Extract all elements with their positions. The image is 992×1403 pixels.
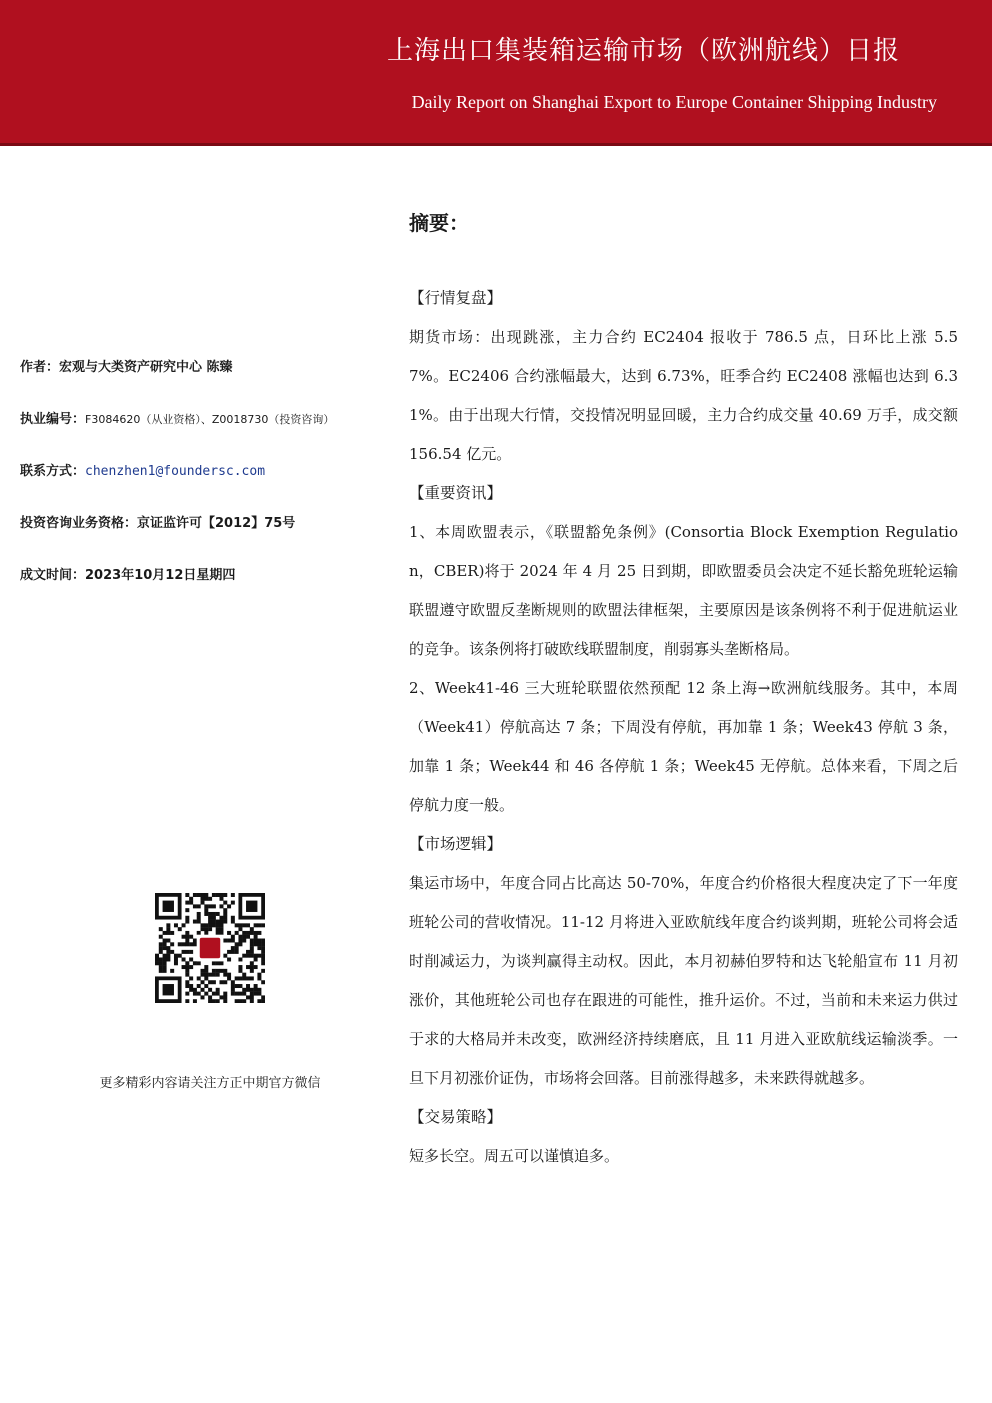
section-title: 【重要资讯】 [409, 484, 503, 502]
author-sidebar [20, 358, 380, 618]
contact-row [20, 462, 380, 514]
report-title-cn: 上海出口集装箱运输市场（欧洲航线）日报 [386, 36, 900, 66]
section-paragraph: 集运市场中，年度合同占比高达 50-70%，年度合约价格很大程度决定了下一年度班轮公司的营收情况。11-12 月将进入亚欧航线年度合约谈判期，班轮公司将会适时削减运力，为谈判赢得主动权。因此，本月初赫伯罗特和达飞轮船宣布 11 月初涨价，其他班轮公司也存在跟进的可能性，推升运价。不过，当前和未来运力供过于求的大格局并未改变，欧洲经济持续磨底，且 11 月进入亚欧航线运输淡季。一旦下月初涨价证伪，市场将会回落。目前涨得越多，未来跌得就越多。 [409, 874, 958, 1087]
section-paragraph: 短多长空。周五可以谨慎追多。 [409, 1147, 620, 1165]
license-row [20, 410, 380, 462]
contact-label: 联系方式： [20, 464, 86, 479]
qr-caption: 更多精彩内容请关注方正中期官方微信 [99, 1076, 321, 1091]
abstract-content [409, 205, 958, 1176]
section-key-news [409, 474, 958, 825]
section-market-review [409, 279, 958, 474]
section-market-logic [409, 825, 958, 1098]
license-value: F3084620（从业资格）、Z0018730（投资咨询） [85, 413, 335, 426]
qr-code-icon [155, 893, 265, 1003]
section-title: 【交易策略】 [409, 1108, 503, 1126]
section-title: 【行情复盘】 [409, 289, 503, 307]
section-paragraph: 2、Week41-46 三大班轮联盟依然预配 12 条上海→欧洲航线服务。其中，本周（Week41）停航高达 7 条；下周没有停航，再加靠 1 条；Week43 停航 3 条，加靠 1 条；Week44 和 46 各停航 1 条；Week45 无停航。总体来看，下周之后停航力度一般。 [409, 679, 958, 814]
author-label: 作者： [20, 360, 60, 375]
section-title: 【市场逻辑】 [409, 835, 503, 853]
date-row [20, 566, 380, 618]
report-title-en: Daily Report on Shanghai Export to Europe Container Shipping Industry [411, 92, 937, 112]
contact-email-link[interactable]: chenzhen1@foundersc.com [85, 464, 266, 479]
section-paragraph: 期货市场：出现跳涨，主力合约 EC2404 报收于 786.5 点，日环比上涨 5.57%。EC2406 合约涨幅最大，达到 6.73%，旺季合约 EC2408 涨幅也达到 6.31%。由于出现大行情，交投情况明显回暖，主力合约成交量 40.69 万手，成交额 156.54 亿元。 [409, 328, 958, 463]
qualification-label: 投资咨询业务资格： [20, 516, 138, 531]
section-paragraph: 1、本周欧盟表示，《联盟豁免条例》(Consortia Block Exemption Regulation，CBER)将于 2024 年 4 月 25 日到期，即欧盟委员会决定不延长豁免班轮运输联盟遵守欧盟反垄断规则的欧盟法律框架，主要原因是该条例将不利于促进航运业的竞争。该条例将打破欧线联盟制度，削弱寡头垄断格局。 [409, 523, 958, 658]
date-value: 2023年10月12日星期四 [85, 568, 236, 583]
qualification-row [20, 514, 380, 566]
qr-code-graphic [155, 893, 265, 1003]
date-label: 成文时间： [20, 568, 86, 583]
report-header [0, 0, 992, 146]
abstract-heading: 摘要： [409, 211, 469, 235]
license-label: 执业编号： [20, 412, 86, 427]
author-value: 宏观与大类资产研究中心 陈臻 [59, 360, 233, 375]
author-row [20, 358, 380, 410]
qualification-value: 京证监许可【2012】75号 [137, 516, 296, 531]
section-trading-strategy [409, 1098, 958, 1176]
